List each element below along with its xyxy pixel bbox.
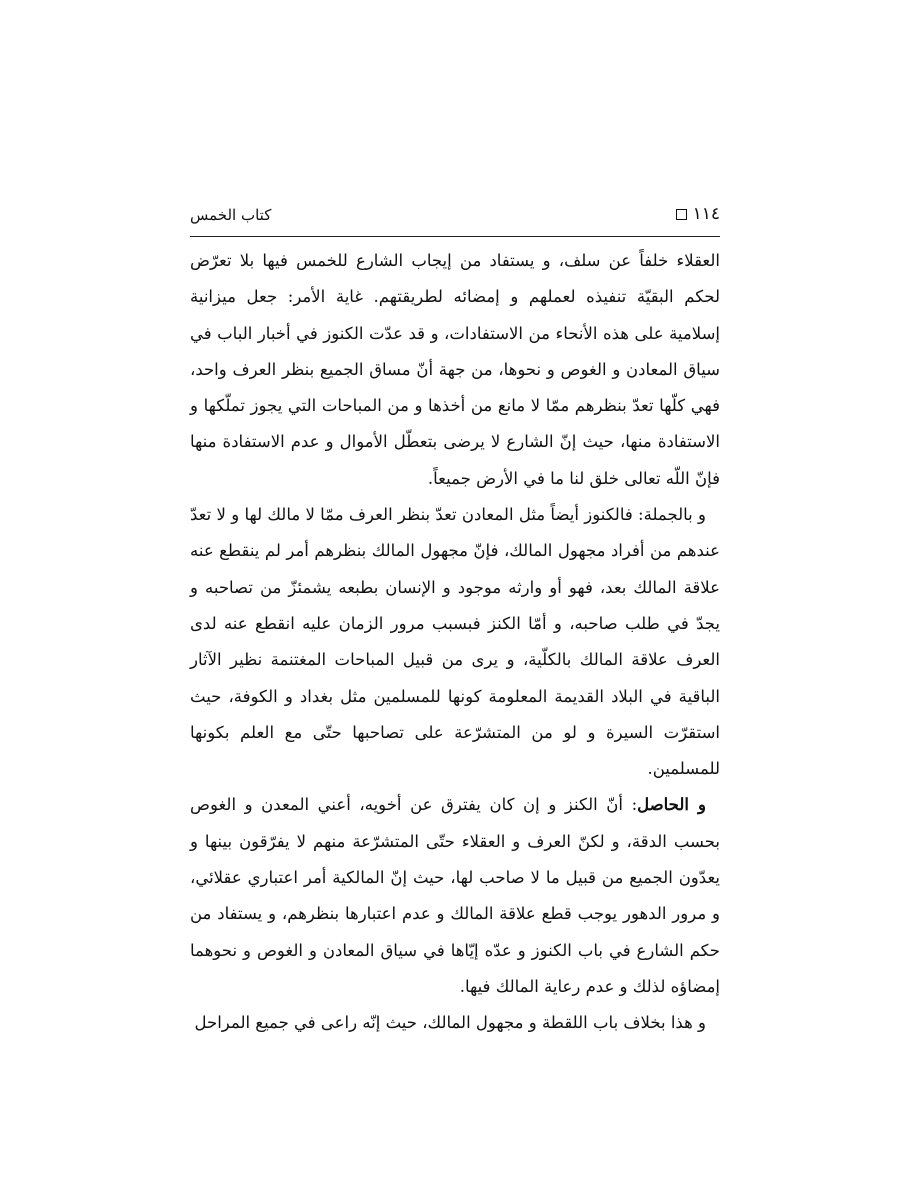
paragraph-3-text: : أنّ الكنز و إن كان يفترق عن أخويه، أعني المعدن و الغوص بحسب الدقة، و لكنّ العرف و العقلاء حتّى المتشرّعة منهم لا يفرّقون بينها و يعدّون الجميع من قبيل ما لا صاحب لها، حيث إنّ المالكية أمر اعتباري عقلائي، و مرور الدهور يوجب قطع علاقة المالك و عدم اعتبارها بنظرهم، و يستفاد من حكم الشارع في باب الكنوز و عدّه إيّاها في سياق المعادن و الغوص و نحوهما إمضاؤه لذلك و عدم رعاية المالك فيها.: [190, 795, 720, 996]
book-title: كتاب الخمس: [190, 206, 272, 224]
page-number: ١١٤: [692, 204, 720, 224]
paragraph-3: [190, 787, 720, 1005]
header-divider: [190, 236, 720, 237]
paragraph-4: و هذا بخلاف باب اللقطة و مجهول المالك، حيث إنّه راعى في جميع المراحل: [194, 1013, 706, 1033]
paragraph-2: و بالجملة: فالكنوز أيضاً مثل المعادن تعدّ بنظر العرف ممّا لا مالك لها و لا تعدّ عندهم من أفراد مجهول المالك، فإنّ مجهول المالك بنظرهم أمر لم ينقطع عنه علاقة المالك بعد، فهو أو وارثه موجود و الإنسان بطبعه يشمئزّ من تصاحبه و يجدّ في طلب صاحبه، و أمّا الكنز فبسبب مرور الزمان عليه انقطع عنه لدى العرف علاقة المالك بالكلّية، و يرى من قبيل المباحات المغتنمة نظير الآثار الباقية في البلاد القديمة المعلومة كونها للمسلمين مثل بغداد و الكوفة، حيث استقرّت السيرة و لو من المتشرّعة على تصاحبها حتّى مع العلم بكونها للمسلمين.: [190, 505, 720, 779]
body-text: [190, 243, 720, 1042]
book-page: [190, 200, 720, 1042]
paragraph-1: العقلاء خلفاً عن سلف، و يستفاد من إيجاب الشارع للخمس فيها بلا تعرّض لحكم البقيّة تنفيذه لعملهم و إمضائه لطريقتهم. غاية الأمر: جعل ميزانية إسلامية على هذه الأنحاء من الاستفادات، و قد عدّت الكنوز في أخبار الباب في سياق المعادن و الغوص و نحوها، من جهة أنّ مساق الجميع بنظر العرف واحد، فهي كلّها تعدّ بنظرهم ممّا لا مانع من أخذها و من المباحات التي يجوز تملّكها و الاستفادة منها، حيث إنّ الشارع لا يرضى بتعطّل الأموال و عدم الاستفادة منها فإنّ اللّه تعالى خلق لنا ما في الأرض جميعاً.: [190, 251, 720, 488]
bold-term: و الحاصل: [637, 795, 706, 815]
page-number-group: [676, 204, 720, 224]
square-box-icon: [676, 209, 687, 220]
running-header: [190, 200, 720, 230]
